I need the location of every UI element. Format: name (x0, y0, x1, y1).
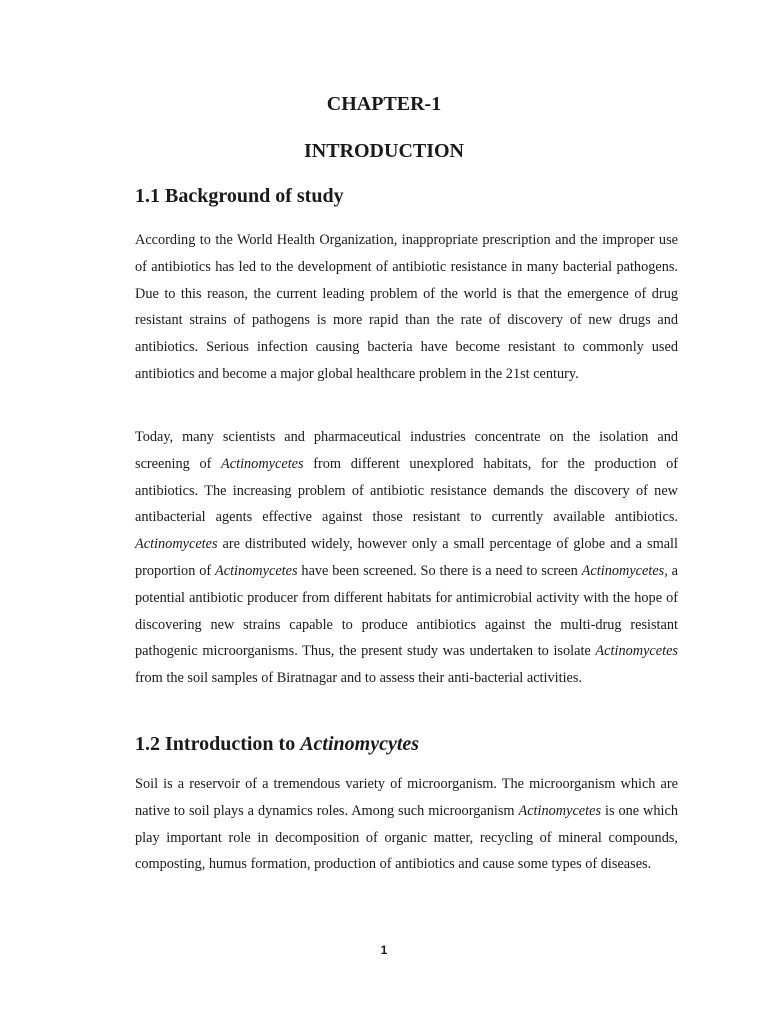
italic-term: Actinomycetes, (581, 562, 668, 579)
chapter-label: CHAPTER-1 (326, 93, 442, 115)
paragraph-text: are distributed widely, however only a small percentage of globe and a small proportion of (135, 536, 678, 579)
chapter-title: INTRODUCTION (303, 140, 465, 162)
paragraph-text: from different unexplored habitats, for the production of antibiotics. The increasing problem of antibiotic resistance demands the discovery of new antibacterial agents effective against those resistant to currently available antibiotics. (135, 455, 678, 526)
paragraph-text: Soil is a reservoir of a tremendous variety of microorganism. The microorganism which are native to soil plays a dynamics roles. Among such microorganism (135, 776, 678, 819)
paragraph-actinomycytes (135, 771, 678, 878)
section-heading-actinomycytes (135, 733, 419, 756)
paragraph-text: Today, many scientists and pharmaceutical industries concentrate on the isolation and screening of (135, 429, 678, 472)
italic-term: Actinomycetes (221, 455, 304, 472)
italic-term: Actinomycetes (595, 643, 678, 660)
section-heading-prefix: 1.2 Introduction to (135, 733, 301, 755)
italic-term: Actinomycetes (518, 802, 602, 819)
section-heading-background: 1.1 Background of study (135, 185, 344, 207)
italic-term: Actinomycetes (214, 562, 298, 579)
paragraph-text: have been screened. So there is a need to screen (297, 562, 582, 579)
paragraph-text: a potential antibiotic producer from different habitats for antimicrobial activity with the hope of discovering new strains capable to produce antibiotics against the multi-drug resistant pathogenic microorganisms. Thus, the present study was undertaken to isolate (135, 562, 679, 660)
paragraph-background-1: According to the World Health Organization, inappropriate prescription and the improper use of antibiotics has led to the development of antibiotic resistance in many bacterial pathogens. Due to this reason, the current leading problem of the world is that the emergence of drug resistant strains of pathogens is more rapid than the rate of discovery of new drugs and antibiotics. Serious infection causing bacteria have become resistant to commonly used antibiotics and become a major global healthcare problem in the 21st century. (135, 232, 678, 382)
paragraph-background-2 (135, 424, 678, 692)
paragraph-text: is one which play important role in decomposition of organic matter, recycling of mineral compounds, composting, humus formation, production of antibiotics and cause some types of diseases. (135, 802, 679, 873)
section-heading-italic: Actinomycytes (300, 733, 420, 755)
italic-term: Actinomycetes (135, 536, 218, 553)
paragraph-text: from the soil samples of Biratnagar and to assess their anti-bacterial activities. (135, 670, 583, 687)
page-number: 1 (380, 943, 388, 957)
